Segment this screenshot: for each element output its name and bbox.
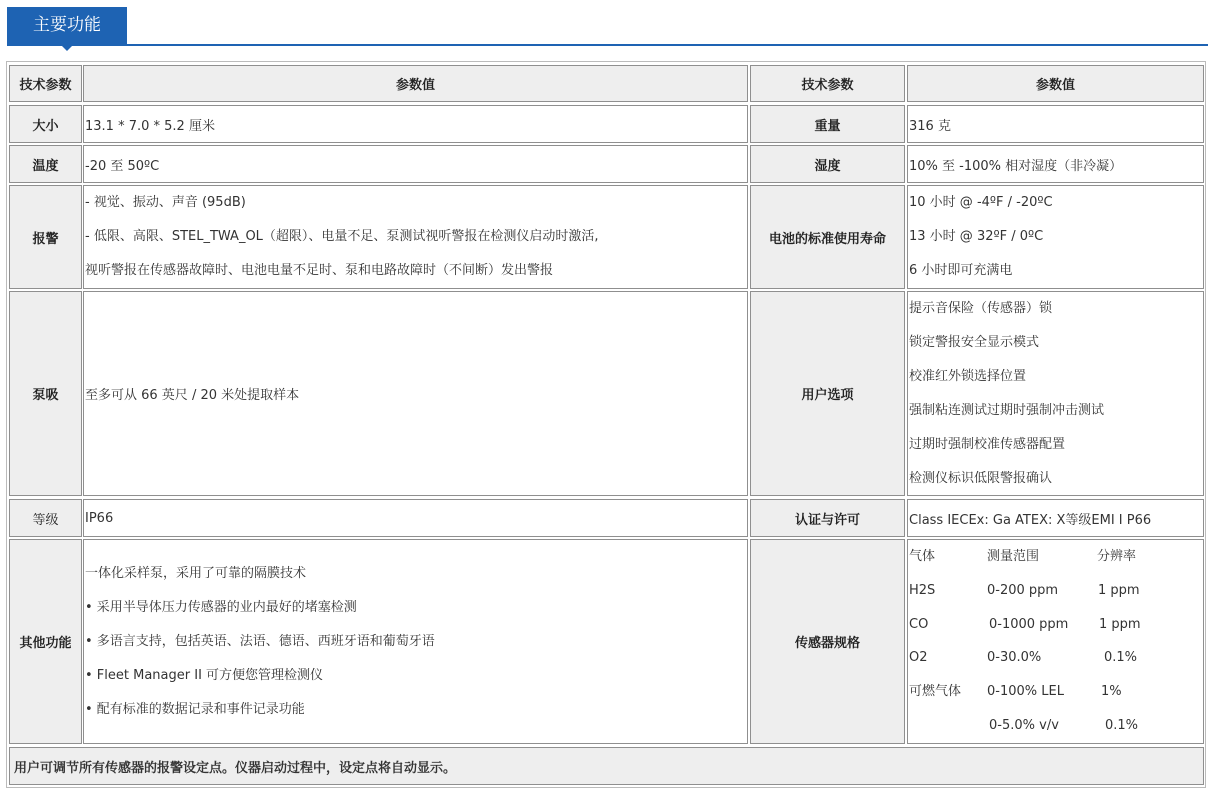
feature-item: • 采用半导体压力传感器的业内最好的堵塞检测 [85, 599, 357, 615]
sensor-resolution: 1 ppm [1099, 616, 1141, 632]
pump-value: 至多可从 66 英尺 / 20 米处提取样本 [83, 291, 748, 496]
sensor-spec-table [907, 539, 1204, 744]
sensor-spec-label: 传感器规格 [750, 539, 905, 744]
sensor-range: 0-100% LEL [987, 684, 1064, 700]
size-value: 13.1 * 7.0 * 5.2 厘米 [83, 105, 748, 143]
humidity-value: 10% 至 -100% 相对湿度（非冷凝） [907, 145, 1204, 183]
tab-underline [7, 44, 1208, 46]
sensor-range: 0-5.0% v/v [989, 718, 1059, 734]
header-value-right: 参数值 [907, 65, 1204, 102]
weight-label: 重量 [750, 105, 905, 143]
user-option-item: 提示音保险（传感器）锁 [909, 300, 1053, 316]
sensor-gas: CO [909, 616, 929, 632]
grade-value: IP66 [83, 499, 748, 537]
size-label: 大小 [9, 105, 82, 143]
feature-item: • 多语言支持，包括英语、法语、德语、西班牙语和葡萄牙语 [85, 633, 435, 649]
battery-value [907, 185, 1204, 289]
header-value-left: 参数值 [83, 65, 748, 102]
battery-line: 13 小时 @ 32ºF / 0ºC [909, 229, 1044, 244]
sensor-gas: 可燃气体 [909, 684, 962, 700]
sensor-range: 0-200 ppm [987, 582, 1059, 598]
grade-label: 等级 [9, 499, 82, 537]
user-options-value [907, 291, 1204, 496]
header-param-left: 技术参数 [9, 65, 82, 102]
sensor-resolution: 0.1% [1104, 650, 1138, 666]
battery-line: 6 小时即可充满电 [909, 263, 1013, 278]
cert-label: 认证与许可 [750, 499, 905, 537]
alarm-label: 报警 [9, 185, 82, 289]
humidity-label: 湿度 [750, 145, 905, 183]
sensor-resolution: 1 ppm [1098, 582, 1140, 598]
footer-note: 用户可调节所有传感器的报警设定点。仪器启动过程中，设定点将自动显示。 [9, 747, 1204, 785]
alarm-line: 视听警报在传感器故障时、电池电量不足时、泵和电路故障时（不间断）发出警报 [85, 263, 554, 278]
battery-label: 电池的标准使用寿命 [750, 185, 905, 289]
header-param-right: 技术参数 [750, 65, 905, 102]
feature-item: 一体化采样泵，采用了可靠的隔膜技术 [85, 565, 307, 581]
sensor-spec-row [909, 608, 1203, 642]
user-options-label: 用户选项 [750, 291, 905, 496]
alarm-line: - 视觉、振动、声音 (95dB) [85, 195, 246, 210]
feature-item: • 配有标准的数据记录和事件记录功能 [85, 701, 305, 717]
sensor-range-header: 测量范围 [987, 549, 1040, 564]
sensor-spec-row [909, 709, 1203, 743]
user-option-item: 校准红外锁选择位置 [909, 368, 1027, 384]
pump-label: 泵吸 [9, 291, 82, 496]
sensor-range: 0-30.0% [987, 650, 1042, 666]
battery-line: 10 小时 @ -4ºF / -20ºC [909, 195, 1053, 210]
user-option-item: 检测仪标识低限警报确认 [909, 470, 1053, 486]
sensor-gas: O2 [909, 650, 928, 666]
sensor-range: 0-1000 ppm [989, 616, 1069, 632]
other-features-value [83, 539, 748, 744]
temperature-value: -20 至 50ºC [83, 145, 748, 183]
sensor-spec-row [909, 641, 1203, 675]
section-tab[interactable]: 主要功能 [7, 7, 127, 44]
temperature-label: 温度 [9, 145, 82, 183]
sensor-gas-header: 气体 [909, 549, 936, 564]
sensor-resolution-header: 分辨率 [1097, 549, 1137, 564]
cert-value: Class IECEx: Ga ATEX: X等级EMI I P66 [907, 499, 1204, 537]
alarm-line: - 低限、高限、STEL_TWA_OL（超限）、电量不足、泵测试视听警报在检测仪启动时激活, [85, 229, 599, 244]
sensor-spec-row [909, 675, 1203, 709]
feature-item: • Fleet Manager II 可方便您管理检测仪 [85, 667, 324, 683]
sensor-resolution: 0.1% [1105, 718, 1139, 734]
user-option-item: 锁定警报安全显示模式 [909, 334, 1040, 350]
user-option-item: 强制粘连测试过期时强制冲击测试 [909, 402, 1105, 418]
sensor-spec-row [909, 574, 1203, 608]
other-features-label: 其他功能 [9, 539, 82, 744]
sensor-gas: H2S [909, 582, 936, 598]
alarm-value [83, 185, 748, 289]
weight-value: 316 克 [907, 105, 1204, 143]
sensor-spec-header-row [909, 540, 1203, 574]
user-option-item: 过期时强制校准传感器配置 [909, 436, 1066, 452]
sensor-resolution: 1% [1101, 684, 1122, 700]
